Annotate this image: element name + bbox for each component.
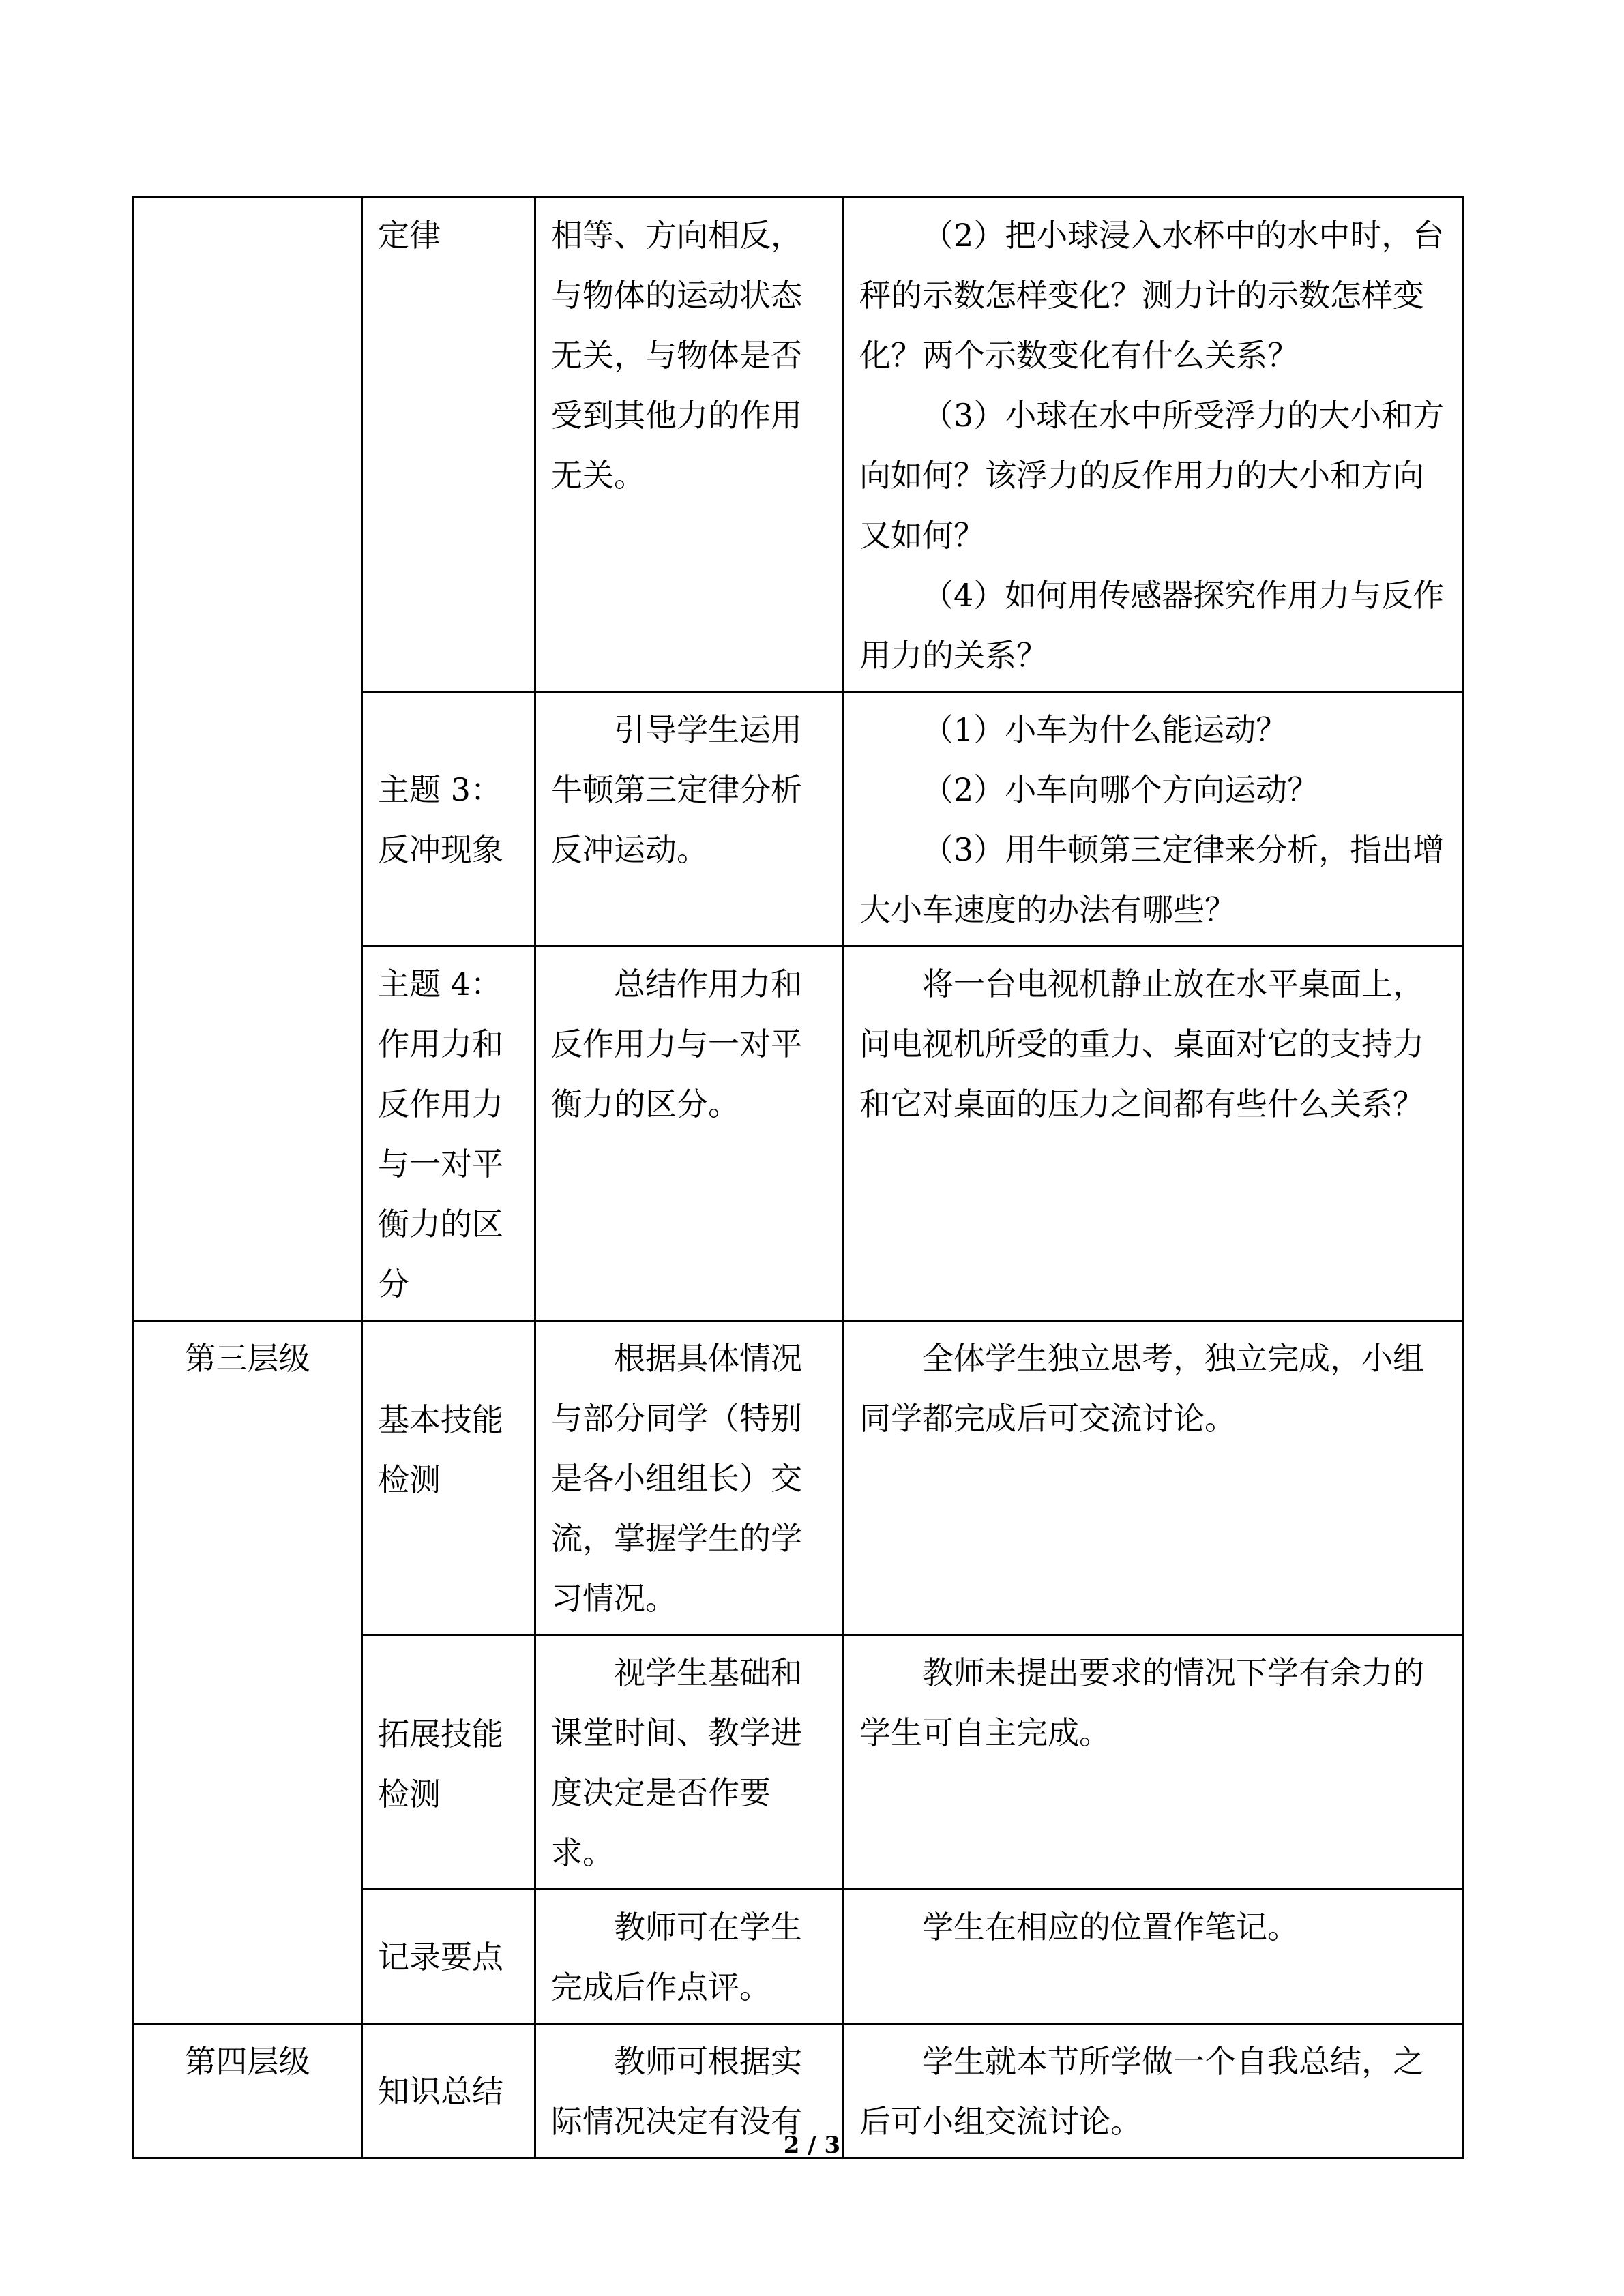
goal-paragraph: 总结作用力和反作用力与一对平衡力的区分。	[551, 966, 802, 1122]
activity-cell	[844, 946, 1464, 1321]
table-row	[133, 1321, 1464, 1635]
activity-cell	[844, 692, 1464, 946]
topic-cell: 记录要点	[362, 1890, 535, 2024]
lesson-plan-table	[132, 196, 1464, 2159]
activity-paragraph: 教师未提出要求的情况下学有余力的学生可自主完成。	[859, 1654, 1424, 1751]
goal-paragraph: 视学生基础和课堂时间、教学进度决定是否作要求。	[551, 1654, 802, 1871]
topic-cell: 基本技能检测	[362, 1321, 535, 1635]
goal-cell	[535, 1635, 844, 1890]
activity-paragraph: （3）小球在水中所受浮力的大小和方向如何？该浮力的反作用力的大小和方向又如何？	[859, 397, 1445, 554]
activity-paragraph: （3）用牛顿第三定律来分析，指出增大小车速度的办法有哪些？	[859, 831, 1445, 928]
activity-cell	[844, 1890, 1464, 2024]
goal-paragraph: 教师可根据实际情况决定有没有	[551, 2043, 802, 2140]
activity-paragraph: 学生在相应的位置作笔记。	[922, 1909, 1299, 1945]
activity-paragraph: 将一台电视机静止放在水平桌面上，问电视机所受的重力、桌面对它的支持力和它对桌面的压力之间都有些什么关系？	[859, 966, 1424, 1122]
topic-cell: 主题 3：反冲现象	[362, 692, 535, 946]
page-number: 2 / 3	[783, 2132, 841, 2159]
activity-paragraph: （4）如何用传感器探究作用力与反作用力的关系？	[859, 577, 1445, 674]
topic-cell: 定律	[362, 198, 535, 692]
table-row	[133, 198, 1464, 692]
level-label-cell: 第四层级	[133, 2024, 362, 2158]
activity-paragraph: （1）小车为什么能运动？	[922, 711, 1288, 748]
activity-cell	[844, 1635, 1464, 1890]
activity-cell	[844, 198, 1464, 692]
level-label-cell: 第三层级	[133, 1321, 362, 2024]
goal-cell: 相等、方向相反，与物体的运动状态无关，与物体是否受到其他力的作用无关。	[535, 198, 844, 692]
activity-paragraph: 学生就本节所学做一个自我总结，之后可小组交流讨论。	[859, 2043, 1424, 2140]
topic-cell: 拓展技能检测	[362, 1635, 535, 1890]
level-cell-continued	[133, 198, 362, 1321]
goal-cell	[535, 692, 844, 946]
goal-cell	[535, 1890, 844, 2024]
activity-paragraph: （2）把小球浸入水杯中的水中时，台秤的示数怎样变化？测力计的示数怎样变化？两个示数变化有什么关系？	[859, 217, 1445, 374]
activity-paragraph: 全体学生独立思考，独立完成，小组同学都完成后可交流讨论。	[859, 1340, 1424, 1437]
topic-cell: 主题 4：作用力和反作用力与一对平衡力的区分	[362, 946, 535, 1321]
goal-paragraph: 教师可在学生完成后作点评。	[551, 1909, 802, 2006]
activity-paragraph: （2）小车向哪个方向运动？	[922, 771, 1319, 808]
goal-cell	[535, 1321, 844, 1635]
goal-paragraph: 引导学生运用牛顿第三定律分析反冲运动。	[551, 711, 802, 868]
goal-paragraph: 根据具体情况与部分同学（特别是各小组组长）交流，掌握学生的学习情况。	[551, 1340, 802, 1617]
topic-cell: 知识总结	[362, 2024, 535, 2158]
goal-cell	[535, 946, 844, 1321]
activity-cell	[844, 1321, 1464, 1635]
